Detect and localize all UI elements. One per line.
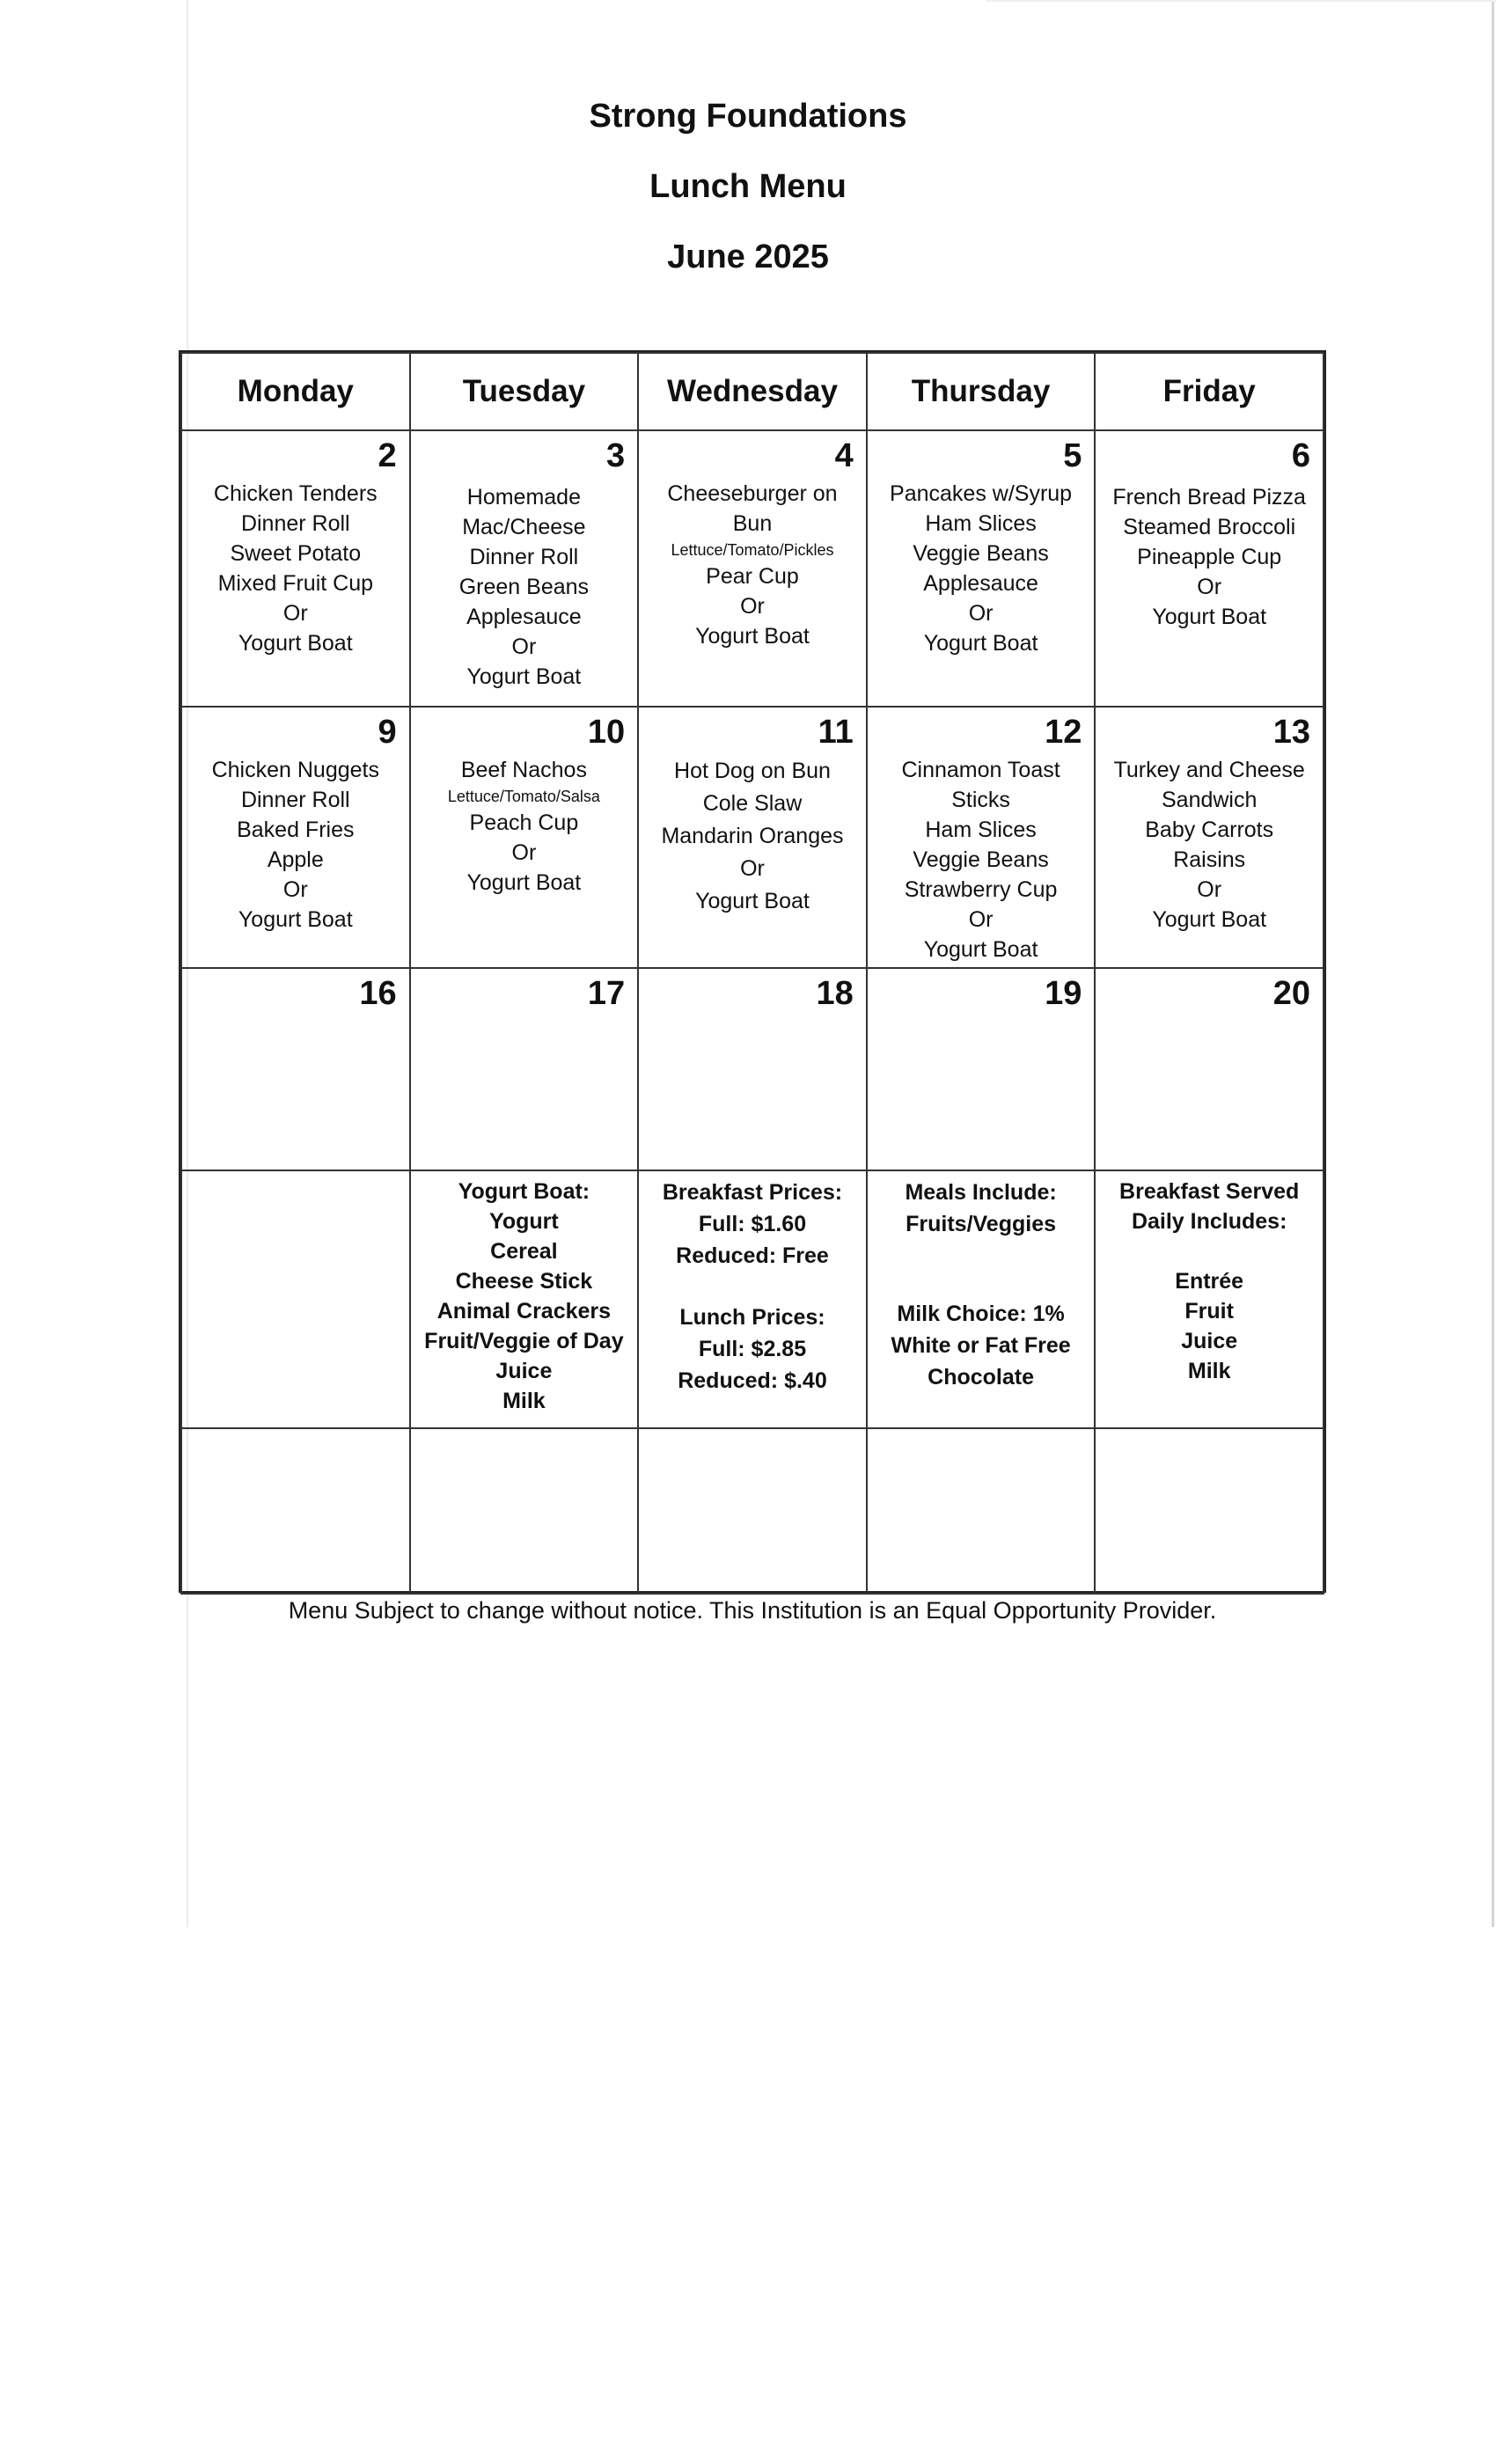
menu-item: Yogurt Boat <box>238 631 353 656</box>
menu-items <box>182 752 409 935</box>
day-cell <box>410 968 639 1170</box>
info-line: Yogurt <box>489 1209 559 1234</box>
day-cell <box>1095 430 1324 707</box>
menu-item: Or <box>968 601 994 626</box>
menu-items <box>1096 475 1323 632</box>
info-line: Chocolate <box>928 1365 1034 1390</box>
info-line: Milk <box>1187 1359 1231 1383</box>
menu-item: Steamed Broccoli <box>1123 515 1296 539</box>
info-line: Cereal <box>490 1239 558 1264</box>
empty-cell <box>410 1428 639 1594</box>
menu-item: Raisins <box>1173 847 1246 872</box>
info-line: Entrée <box>1175 1269 1244 1294</box>
info-line: White or Fat Free <box>891 1333 1071 1358</box>
menu-item: Dinner Roll <box>469 545 579 569</box>
menu-item: Sticks <box>951 788 1010 812</box>
menu-item: Homemade <box>466 485 581 510</box>
menu-items <box>868 752 1095 964</box>
day-cell <box>867 707 1096 968</box>
menu-item: Or <box>511 840 537 865</box>
menu-item: Yogurt Boat <box>923 631 1038 656</box>
menu-item: Sandwich <box>1161 788 1258 812</box>
weekday-header-row <box>181 353 1324 430</box>
weekday-header: Monday <box>181 353 410 430</box>
info-line: Daily Includes: <box>1131 1209 1287 1234</box>
info-line: Juice <box>495 1359 553 1383</box>
spacer <box>1099 1236 1319 1266</box>
menu-item: Yogurt Boat <box>466 664 582 689</box>
breakfast-served-cell <box>1095 1170 1324 1428</box>
day-cell <box>1095 707 1324 968</box>
menu-item: Apple <box>267 847 324 872</box>
menu-item: Veggie Beans <box>913 847 1049 872</box>
day-number: 20 <box>1272 975 1310 1012</box>
info-line: Full: $1.60 <box>698 1212 807 1236</box>
menu-item: Cheeseburger on <box>667 481 838 506</box>
menu-item: Or <box>511 634 537 659</box>
day-cell <box>181 968 410 1170</box>
prices-info <box>639 1171 866 1397</box>
info-line: Breakfast Prices: <box>662 1180 843 1205</box>
info-line: Fruit/Veggie of Day <box>424 1329 624 1353</box>
day-number: 19 <box>1045 975 1082 1012</box>
day-cell <box>638 707 867 968</box>
menu-item: Baked Fries <box>237 818 355 842</box>
menu-items <box>411 752 638 898</box>
weekday-header: Wednesday <box>638 353 867 430</box>
day-number: 11 <box>818 714 854 751</box>
info-line: Meals Include: <box>905 1180 1057 1205</box>
info-line: Fruits/Veggies <box>906 1212 1057 1236</box>
weekday-header: Tuesday <box>410 353 639 430</box>
info-line: Yogurt Boat: <box>458 1179 590 1204</box>
day-number: 4 <box>834 437 854 474</box>
menu-item: Yogurt Boat <box>238 907 353 932</box>
day-cell <box>638 430 867 707</box>
info-line: Milk Choice: 1% <box>897 1302 1065 1326</box>
scan-edge-top <box>986 0 1496 2</box>
menu-item: Chicken Tenders <box>213 481 378 506</box>
day-number: 13 <box>1272 714 1310 751</box>
info-line: Juice <box>1181 1329 1238 1353</box>
menu-item-note: Lettuce/Tomato/Pickles <box>671 541 834 559</box>
menu-item: Pear Cup <box>706 564 799 589</box>
info-line: Reduced: $.40 <box>678 1368 827 1393</box>
meals-include-info <box>868 1171 1095 1393</box>
menu-item: Cole Slaw <box>702 791 803 816</box>
day-number: 12 <box>1045 714 1082 751</box>
menu-item: Applesauce <box>923 571 1038 596</box>
menu-item: Or <box>740 856 765 881</box>
breakfast-served-info <box>1096 1171 1323 1386</box>
menu-item-note: Lettuce/Tomato/Salsa <box>447 788 600 805</box>
meals-include-cell <box>867 1170 1096 1428</box>
info-line: Lunch Prices: <box>679 1305 825 1330</box>
day-cell <box>181 430 410 707</box>
day-number: 16 <box>359 975 397 1012</box>
menu-item: Yogurt Boat <box>1152 605 1267 629</box>
day-cell <box>410 430 639 707</box>
day-cell <box>181 707 410 968</box>
menu-items <box>1096 752 1323 935</box>
empty-cell <box>1095 1428 1324 1594</box>
menu-calendar <box>179 350 1326 1593</box>
yogurt-boat-cell <box>410 1170 639 1428</box>
info-line: Fruit <box>1184 1299 1234 1324</box>
menu-items <box>411 475 638 692</box>
day-number: 10 <box>587 714 626 751</box>
weekday-header: Friday <box>1095 353 1324 430</box>
week-row <box>181 707 1324 968</box>
menu-item: Or <box>282 877 308 902</box>
menu-item: Ham Slices <box>925 818 1037 842</box>
spacer <box>642 1272 862 1302</box>
menu-item: Chicken Nuggets <box>211 758 379 782</box>
menu-items <box>182 475 409 658</box>
day-cell <box>1095 968 1324 1170</box>
calendar-table <box>180 352 1324 1595</box>
info-line: Milk <box>502 1389 546 1413</box>
menu-item: Beef Nachos <box>460 758 587 782</box>
week-row <box>181 430 1324 707</box>
weekday-header: Thursday <box>867 353 1096 430</box>
day-cell <box>867 968 1096 1170</box>
day-number: 5 <box>1063 437 1082 474</box>
day-cell <box>638 968 867 1170</box>
menu-item: French Bread Pizza <box>1112 485 1306 510</box>
footer-notice: Menu Subject to change without notice. This Institution is an Equal Opportunity Provider. <box>288 1597 1217 1624</box>
day-cell <box>410 707 639 968</box>
menu-item: Or <box>740 594 765 619</box>
spacer <box>871 1240 1091 1298</box>
menu-header <box>0 81 1496 292</box>
menu-item: Yogurt Boat <box>1152 907 1267 932</box>
menu-item: Or <box>1197 575 1222 599</box>
menu-item: Dinner Roll <box>240 511 350 536</box>
menu-item: Yogurt Boat <box>695 624 810 649</box>
day-number: 17 <box>587 975 626 1012</box>
menu-month: June 2025 <box>667 238 829 275</box>
menu-item: Green Beans <box>458 575 590 599</box>
yogurt-boat-info <box>411 1171 638 1416</box>
menu-item: Veggie Beans <box>913 541 1049 566</box>
menu-item: Or <box>1197 877 1222 902</box>
menu-subtitle: Lunch Menu <box>649 168 847 205</box>
prices-cell <box>638 1170 867 1428</box>
empty-row <box>181 1428 1324 1594</box>
menu-item: Sweet Potato <box>230 541 362 566</box>
day-number: 9 <box>378 714 397 751</box>
menu-item: Mac/Cheese <box>462 515 586 539</box>
menu-item: Turkey and Cheese <box>1113 758 1305 782</box>
day-number: 3 <box>606 437 626 474</box>
menu-items <box>639 752 866 918</box>
day-cell <box>867 430 1096 707</box>
week-row <box>181 968 1324 1170</box>
info-line: Breakfast Served <box>1119 1179 1300 1204</box>
empty-cell <box>867 1428 1096 1594</box>
info-line: Full: $2.85 <box>698 1337 807 1361</box>
menu-item: Strawberry Cup <box>904 877 1058 902</box>
menu-item: Cinnamon Toast <box>901 758 1060 782</box>
info-row <box>181 1170 1324 1428</box>
menu-item: Bun <box>732 511 773 536</box>
empty-cell <box>638 1428 867 1594</box>
menu-item: Applesauce <box>466 605 582 629</box>
menu-item: Dinner Roll <box>240 788 350 812</box>
empty-cell <box>181 1428 410 1594</box>
menu-items <box>639 475 866 651</box>
menu-item: Or <box>282 601 308 626</box>
menu-item: Or <box>968 907 994 932</box>
menu-item: Pancakes w/Syrup <box>890 481 1073 506</box>
day-number: 2 <box>378 437 397 474</box>
day-number: 18 <box>816 975 854 1012</box>
menu-item: Baby Carrots <box>1145 818 1274 842</box>
menu-item: Pineapple Cup <box>1137 545 1282 569</box>
menu-item: Ham Slices <box>925 511 1037 536</box>
menu-item: Mandarin Oranges <box>661 824 844 848</box>
empty-cell <box>181 1170 410 1428</box>
menu-item: Mixed Fruit Cup <box>217 571 374 596</box>
info-line: Animal Crackers <box>436 1299 612 1324</box>
menu-item: Peach Cup <box>469 810 579 835</box>
menu-item: Hot Dog on Bun <box>674 759 831 783</box>
info-line: Cheese Stick <box>455 1269 593 1294</box>
info-line: Reduced: Free <box>676 1243 829 1268</box>
menu-item: Yogurt Boat <box>923 937 1038 962</box>
day-number: 6 <box>1291 437 1310 474</box>
menu-item: Yogurt Boat <box>466 870 582 895</box>
menu-items <box>868 475 1095 658</box>
menu-item: Yogurt Boat <box>695 889 810 913</box>
school-title: Strong Foundations <box>589 98 907 135</box>
